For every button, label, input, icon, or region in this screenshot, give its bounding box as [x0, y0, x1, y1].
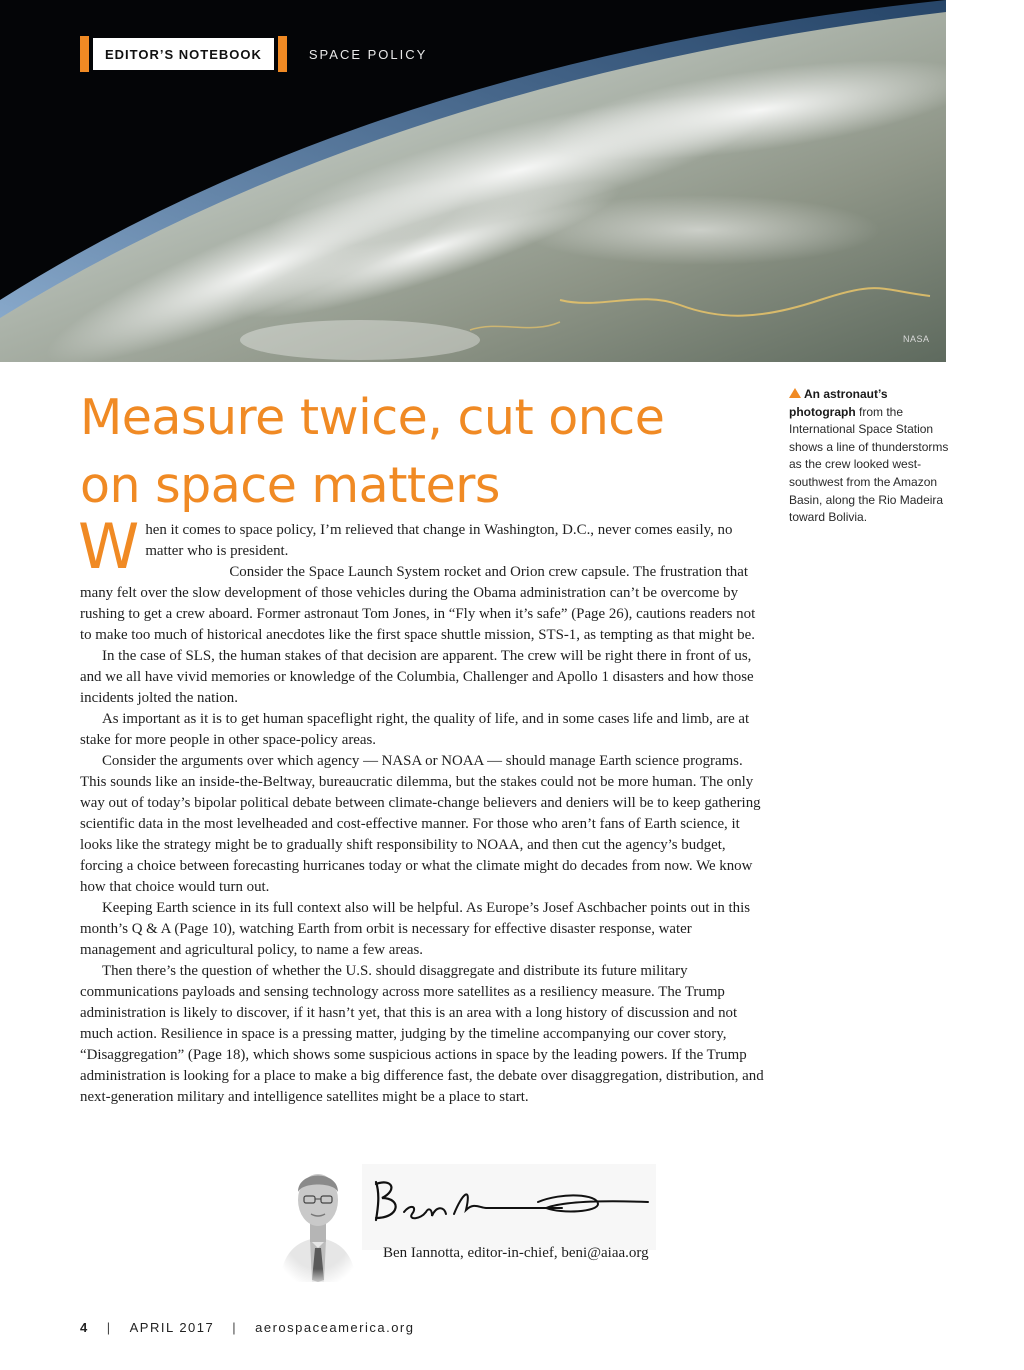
website-url: aerospaceamerica.org [255, 1320, 415, 1335]
article-body [78, 510, 770, 1108]
handwritten-signature [362, 1164, 656, 1250]
photo-credit: NASA [903, 334, 930, 344]
author-photo [274, 1152, 362, 1282]
footer-separator: | [106, 1320, 112, 1335]
kicker-bar-left [80, 36, 89, 72]
section-kicker [80, 36, 427, 72]
drop-cap: W [78, 510, 140, 583]
caption-text: from the International Space Station shows a line of thunderstorms as the crew looked west-southwest from the Amazon Basin, along the Rio Madeira toward Bolivia. [789, 404, 949, 525]
footer-separator: | [232, 1320, 238, 1335]
photo-caption [789, 386, 949, 527]
signature-image [362, 1164, 656, 1250]
author-portrait [274, 1152, 362, 1287]
page-number: 4 [80, 1320, 89, 1335]
paragraph-4: As important as it is to get human spaceflight right, the quality of life, and in some cases life and limb, are at stake for more people in other space-policy areas. [80, 711, 750, 748]
paragraph-7: Then there’s the question of whether the U.S. should disaggregate and distribute its future military communications payloads and sensing technology across more satellites as a resiliency measure. The Trump administration is likely to discover, if it hasn’t yet, that this is an area with a long history of discussion and not much action. Resilience in space is a pressing matter, judging by the timeline accompanying our cover story, “Disaggregation” (Page 18), which shows some suspicious actions in space by the leading powers. If the Trump administration is looking for a place to make a big difference fast, the debate over disaggregation, distribution, and next-generation military and intelligence satellites might be a place to start. [80, 963, 764, 1105]
headline-line-1: Measure twice, cut once [80, 389, 665, 446]
paragraph-5: Consider the arguments over which agency — NASA or NOAA — should manage Earth science programs. This sounds like an inside-the-Beltway, bureaucratic dilemma, but the stakes could not be more human. The only way out of today’s bipolar political debate between climate-change believers and deniers will be to keep gathering scientific data in the most levelheaded and cost-effective manner. For those who aren’t fans of Earth science, it looks like the strategy might be to gradually shift responsibility to NOAA, and then cut the agency’s budget, forcing a choice between forecasting hurricanes today or what the climate might do decades from now. We know how that choice would turn out. [80, 753, 761, 895]
paragraph-2: Consider the Space Launch System rocket and Orion crew capsule. The frustration that many felt over the slow development of those vehicles during the Obama administration can’t be overcome by rushing to get a crew aboard. Former astronaut Tom Jones, in “Fly when it’s safe” (Page 26), cautions readers not to make too much of historical anecdotes like the first space shuttle mission, STS-1, as tempting as that might be. [80, 564, 756, 643]
headline-line-2: on space matters [80, 457, 500, 514]
subsection-label: SPACE POLICY [308, 46, 428, 62]
author-signature-line: Ben Iannotta, editor-in-chief, beni@aiaa.org [383, 1245, 649, 1261]
page-footer [80, 1320, 415, 1335]
paragraph-3: In the case of SLS, the human stakes of that decision are apparent. The crew will be right there in front of us, and we all have vivid memories or knowledge of the Columbia, Challenger and Apollo 1 disasters and how those incidents jolted the nation. [80, 648, 754, 706]
paragraph-1 [78, 510, 770, 583]
article-headline [80, 384, 720, 520]
kicker-bar-right [278, 36, 287, 72]
caption-lead: An astronaut’s photograph [789, 387, 888, 419]
paragraph-6: Keeping Earth science in its full context also will be helpful. As Europe’s Josef Aschbacher points out in this month’s Q & A (Page 10), watching Earth from orbit is necessary for effective disaster response, water management and agricultural policy, to name a few areas. [80, 900, 751, 958]
section-label: EDITOR’S NOTEBOOK [93, 38, 274, 70]
issue-date: APRIL 2017 [129, 1320, 215, 1335]
caption-arrow-icon [789, 388, 801, 398]
paragraph-1-text: hen it comes to space policy, I’m relieved that change in Washington, D.C., never comes easily, no matter who is president. [145, 522, 733, 559]
